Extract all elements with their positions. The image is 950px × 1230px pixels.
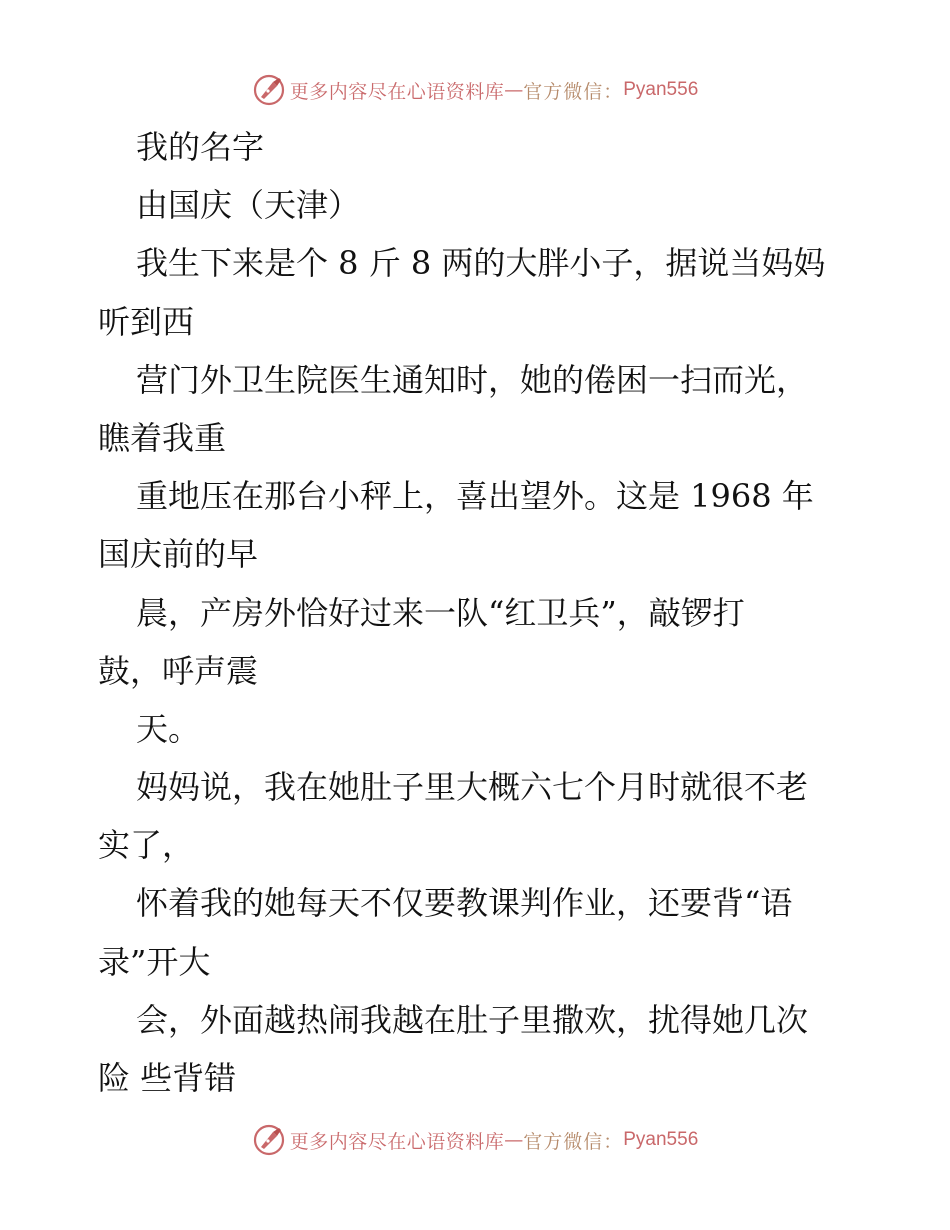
- banner-wechat-id: Pyan556: [623, 79, 699, 100]
- banner-dash: —: [504, 79, 524, 101]
- text-line: 险 些背错: [98, 1059, 237, 1097]
- document-body: [98, 118, 868, 1107]
- banner-wechat-id: Pyan556: [623, 1129, 699, 1150]
- pen-nib-logo-icon: [252, 1123, 286, 1157]
- banner-text: 更多内容尽在心语资料库: [289, 80, 505, 103]
- text-line: 国庆前的早: [98, 535, 259, 574]
- text-line: 瞧着我重: [98, 418, 227, 457]
- text-line: 重地压在那台小秤上，喜出望外。这是 1968 年: [136, 477, 814, 516]
- header-banner[interactable]: [0, 70, 950, 110]
- doc-author: 由国庆（天津）: [136, 186, 361, 225]
- banner-wechat-label: 官方微信：: [523, 1130, 624, 1153]
- footer-banner[interactable]: [0, 1120, 950, 1160]
- text-line: 听到西: [98, 302, 195, 341]
- text-line: 录”开大: [98, 942, 211, 981]
- doc-title: 我的名字: [136, 128, 265, 166]
- banner-text: 更多内容尽在心语资料库: [289, 1130, 505, 1153]
- text-line: 我生下来是个 8 斤 8 两的大胖小子，据说当妈妈: [136, 244, 826, 283]
- text-line: 会，外面越热闹我越在肚子里撒欢，扰得她几次: [136, 1000, 809, 1039]
- text-line: 营门外卫生院医生通知时，她的倦困一扫而光，: [136, 360, 809, 399]
- banner-dash: —: [504, 1129, 524, 1151]
- text-line: 实了，: [98, 826, 195, 865]
- banner-wechat-label: 官方微信：: [523, 80, 624, 103]
- text-line: 鼓，呼声震: [98, 651, 259, 690]
- text-line: 晨，产房外恰好过来一队“红卫兵”，敲锣打: [136, 593, 745, 632]
- text-line: 天。: [136, 709, 201, 748]
- pen-nib-logo-icon: [252, 73, 286, 107]
- text-line: 妈妈说，我在她肚子里大概六七个月时就很不老: [136, 768, 809, 807]
- text-line: 怀着我的她每天不仅要教课判作业，还要背“语: [136, 884, 793, 923]
